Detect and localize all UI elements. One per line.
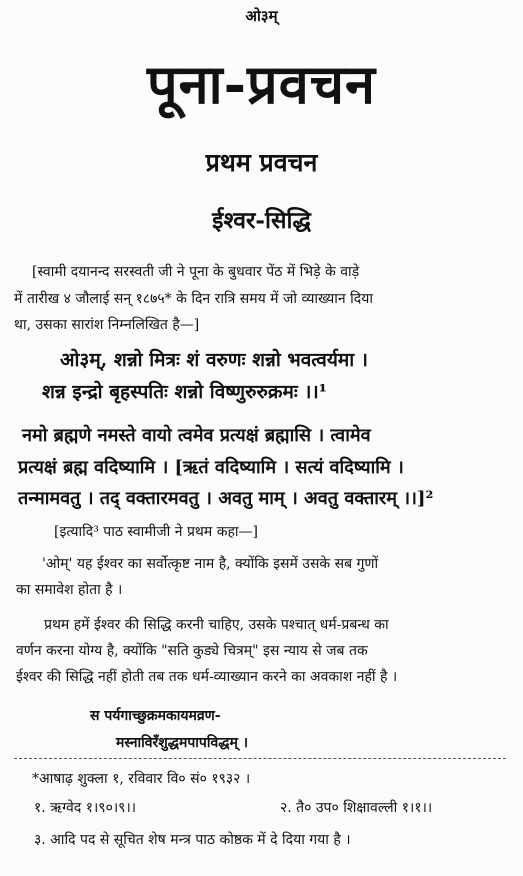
paragraph-line: प्रथम हमें ईश्वर की सिद्धि करनी चाहिए, उसके पश्चात् धर्म-प्रबन्ध का [44, 617, 389, 633]
intro-line: था, उसका सारांश निम्नलिखित है—] [14, 317, 200, 333]
mantra-line: नमो ब्रह्मणे नमस्ते वायो त्वमेव प्रत्यक्षं ब्रह्मासि । त्वामेव [22, 425, 371, 446]
paragraph-line: 'ओम्' यह ईश्वर का सर्वोत्कृष्ट नाम है, क्योंकि इसमें उसके सब गुणों [42, 556, 379, 572]
mantra-line: ओ३म्, शन्नो मित्रः शं वरुणः शन्नो भवत्वर्यमा । [60, 349, 368, 371]
mantra-line: शन्न इन्द्रो बृहस्पतिः शन्नो विष्णुरुरुक्रमः ।।¹ [42, 381, 327, 403]
page-title: पूना-प्रवचन [146, 52, 377, 116]
intro-line: [स्वामी दयानन्द सरस्वती जी ने पूना के बुधवार पेंठ में भिड़े के वाड़े [32, 264, 360, 280]
verse-line: स पर्यगाच्छुक्रमकायमव्रण- [90, 708, 221, 724]
paragraph-line: का समावेश होता है । [16, 582, 123, 598]
note-line: [इत्यादि³ पाठ स्वामीजी ने प्रथम कहा—] [54, 524, 258, 540]
subtitle: प्रथम प्रवचन [205, 148, 318, 177]
intro-line: में तारीख ४ जौलाई सन् १८७५* के दिन रात्रि समय में जो व्याख्यान दिया [14, 291, 373, 307]
footnote-1: १. ऋग्वेद १।९०।९।। [34, 800, 137, 816]
footnote-star: *आषाढ़ शुक्ला १, रविवार वि० सं० १९३२ । [32, 771, 251, 787]
mantra-line: प्रत्यक्षं ब्रह्म वदिष्यामि । [ऋतं वदिष्यामि । सत्यं वदिष्यामि । [18, 457, 404, 478]
paragraph-line: ईश्वर की सिद्धि नहीं होती तब तक धर्म-व्याख्यान करने का अवकाश नहीं है । [16, 669, 398, 685]
footnote-3: ३. आदि पद से सूचित शेष मन्त्र पाठ कोष्ठक में दे दिया गया है । [34, 832, 351, 848]
footnote-2: २. तै० उप० शिक्षावल्ली १।१।। [280, 800, 433, 816]
mantra-line: तन्मामवतु । तद् वक्तारमवतु । अवतु माम् । अवतु वक्तारम् ।।]² [18, 488, 434, 509]
footnote-divider [14, 758, 506, 759]
section-title: ईश्वर-सिद्धि [212, 207, 311, 234]
verse-line: मस्नाविरँशुद्धमपापविद्धम् । [116, 735, 249, 751]
om-heading: ओ३म् [245, 7, 278, 25]
paragraph-line: वर्णन करना योग्य है, क्योंकि "सति कुड्ये चित्रम्" इस न्याय से जब तक [16, 643, 368, 659]
